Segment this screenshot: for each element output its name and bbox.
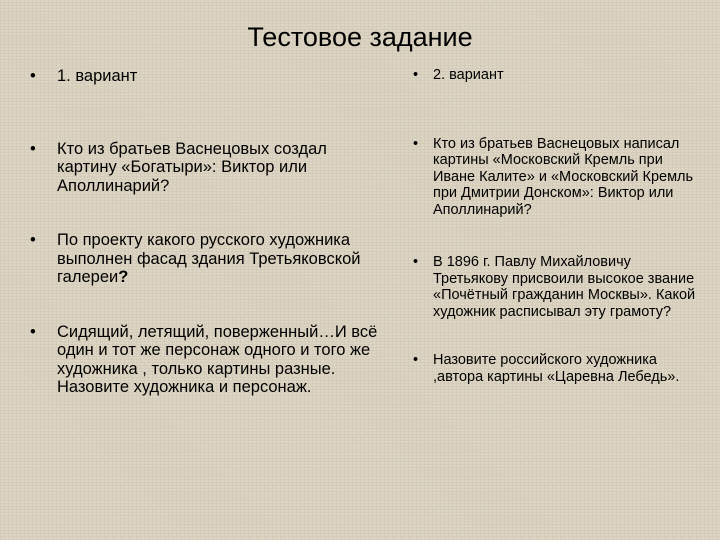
question-text: Назовите российского художника ,автора картины «Царевна Лебедь». [433, 352, 680, 385]
variant-1-heading-item [30, 67, 380, 86]
variant-1-column [30, 67, 380, 397]
variant-2-question-2 [413, 254, 703, 320]
bullet-icon: • [413, 67, 419, 83]
variant-1-heading: 1. вариант [57, 67, 138, 85]
variant-1-question-3 [30, 323, 380, 397]
question-text: В 1896 г. Павлу Михайловичу Третьякову присвоили высокое звание «Почётный гражданин Москвы». Какой художник расписывал эту грамоту? [433, 254, 696, 320]
variant-2-question-3 [413, 352, 703, 385]
variant-2-column [413, 67, 703, 385]
variant-1-question-2 [30, 231, 380, 287]
variant-1-question-1 [30, 140, 380, 196]
question-text: Кто из братьев Васнецовых создал картину «Богатыри»: Виктор или Аполлинарий? [57, 139, 327, 195]
bullet-icon: • [413, 352, 419, 368]
bullet-icon: • [30, 231, 36, 249]
bullet-icon: • [413, 135, 419, 152]
bullet-icon: • [30, 139, 36, 158]
variant-2-heading-item [413, 67, 703, 84]
variant-2-question-1 [413, 136, 703, 219]
bullet-icon: • [30, 67, 36, 85]
question-text: По проекту какого русского художника выполнен фасад здания Третьяковской галереи [57, 231, 361, 286]
question-text: Сидящий, летящий, поверженный…И всё один и тот же персонаж одного и того же художника , только картины разные. Назовите художника и персонаж. [57, 322, 378, 396]
question-text: Кто из братьев Васнецовых написал картины «Московский Кремль при Иване Калите» и «Московский Кремль при Дмитрии Донском»: Виктор или Аполлинарий? [433, 135, 694, 218]
bullet-icon: • [413, 254, 419, 270]
bullet-icon: • [30, 322, 36, 341]
slide-title: Тестовое задание [247, 22, 473, 52]
question-mark: ? [118, 268, 129, 286]
variant-2-heading: 2. вариант [433, 67, 504, 83]
